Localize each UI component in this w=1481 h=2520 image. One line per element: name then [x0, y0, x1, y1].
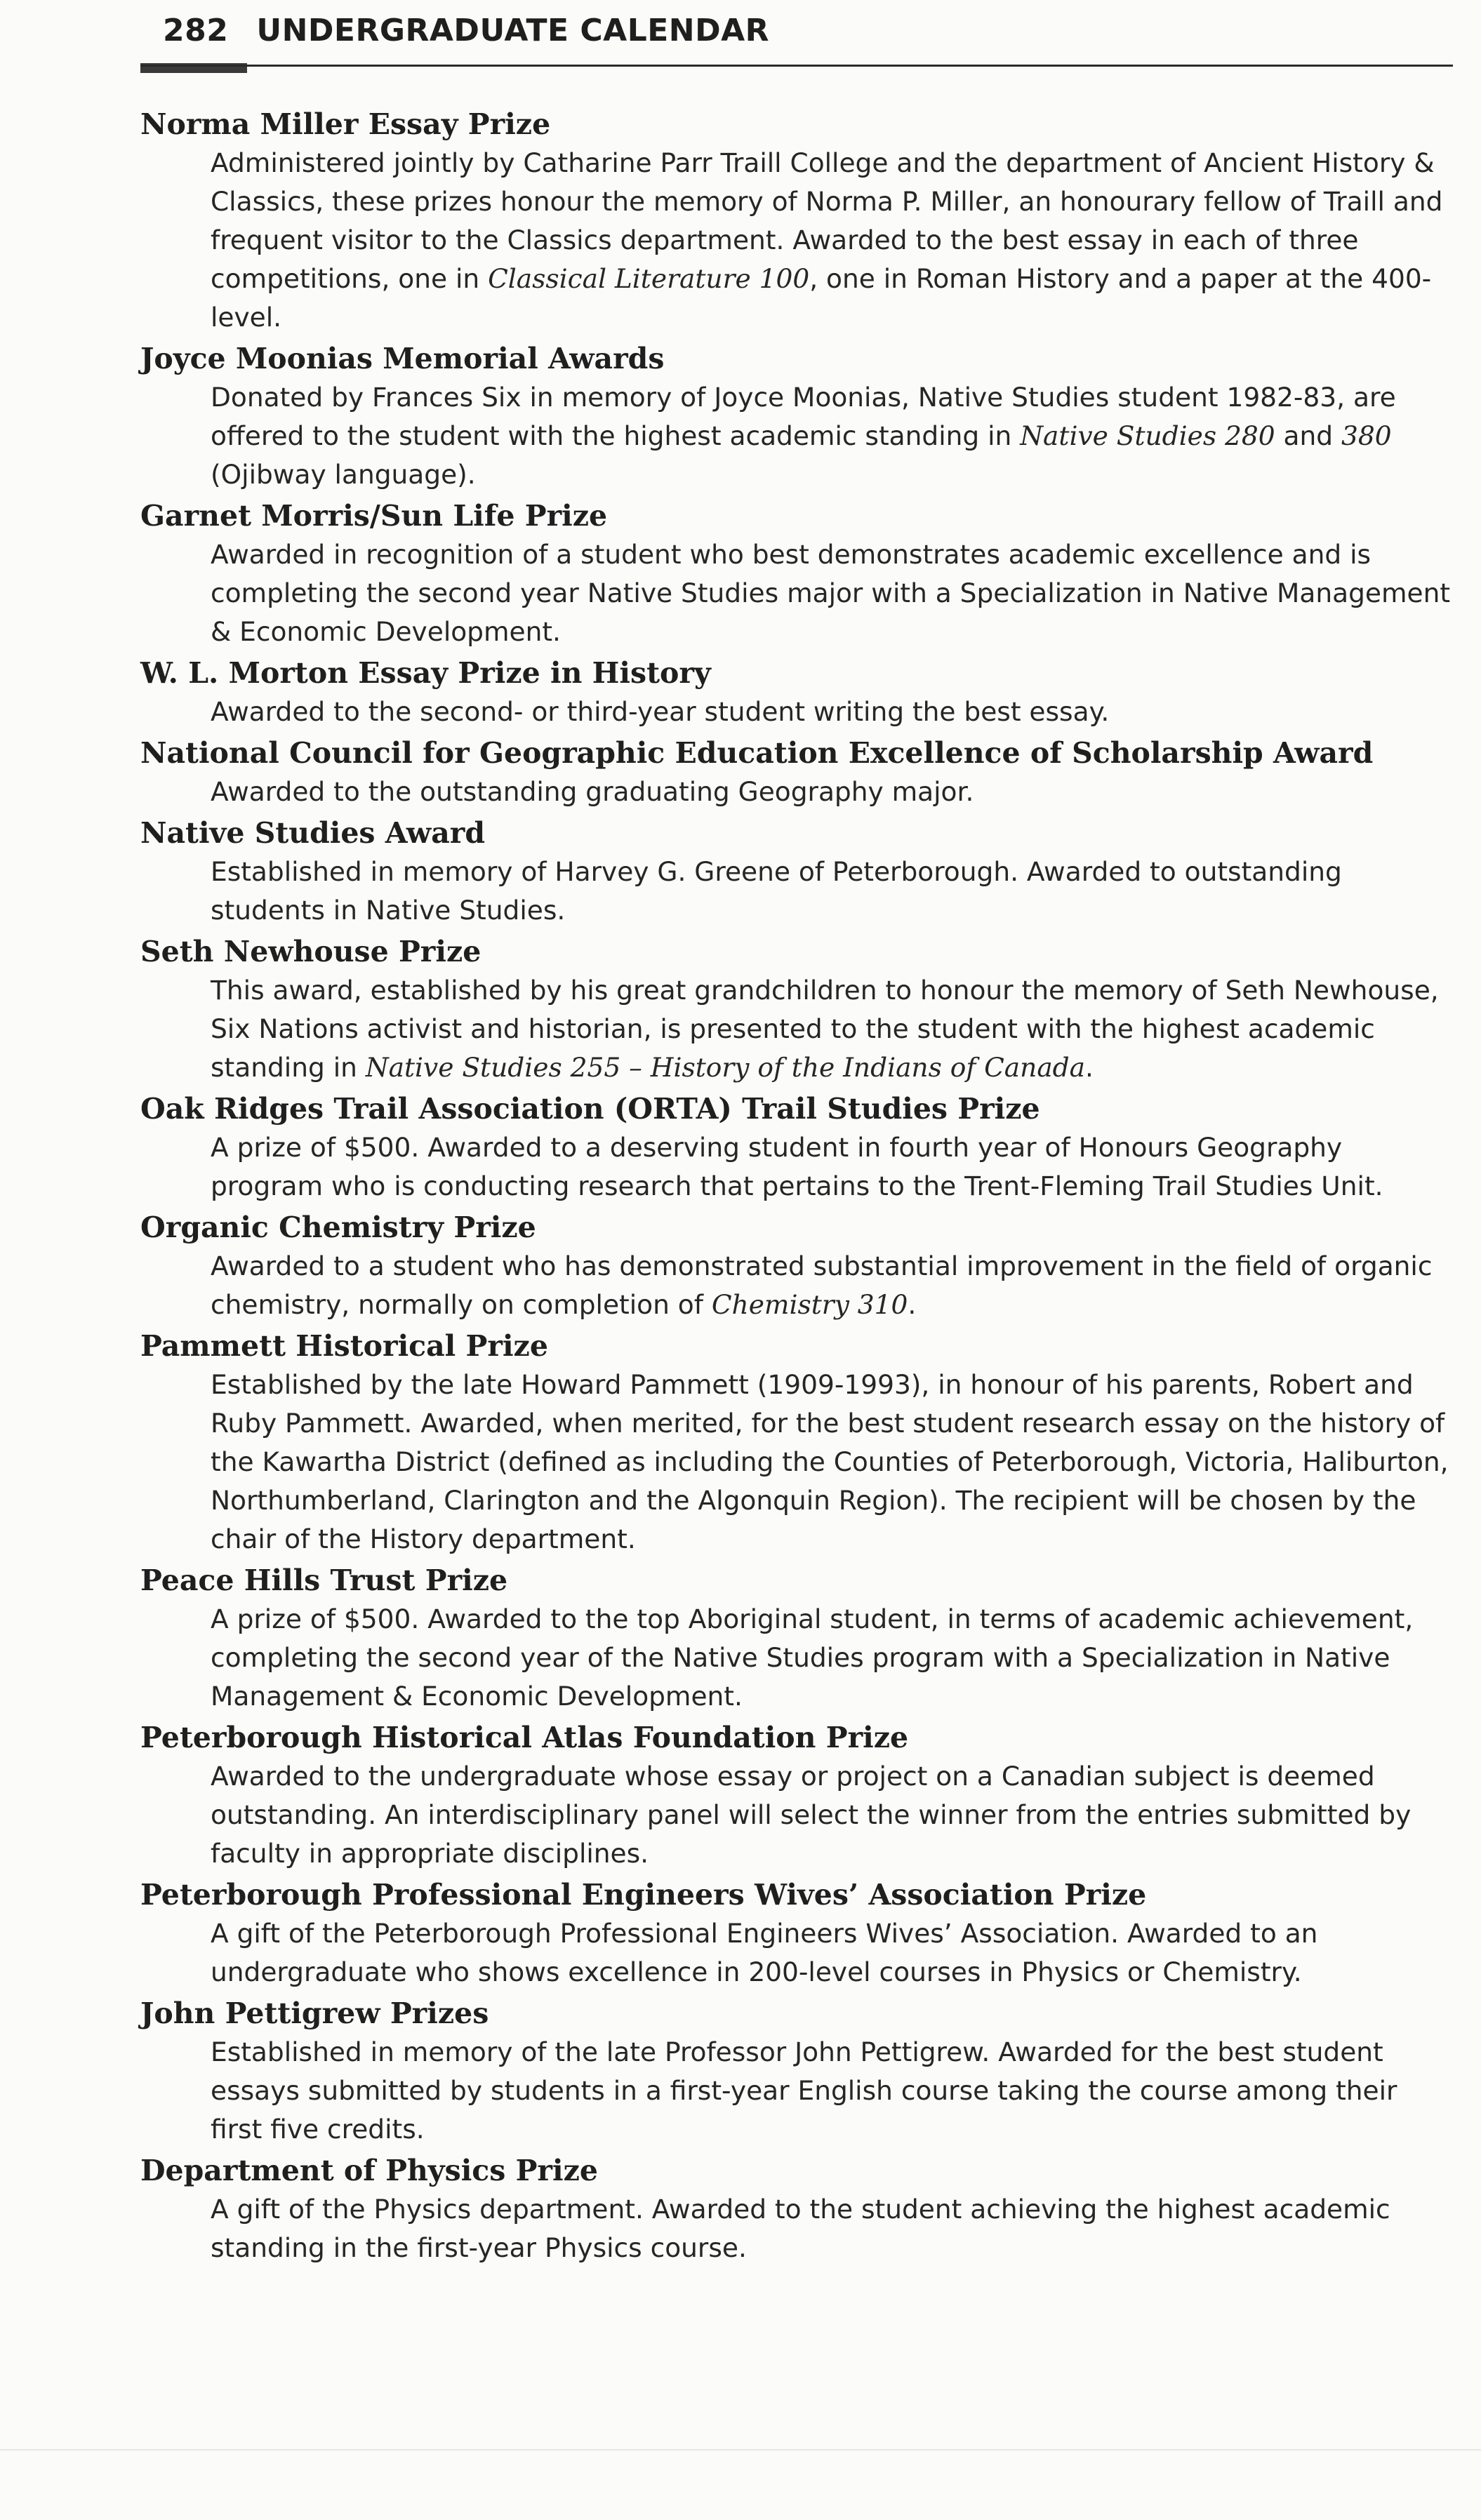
prize-description [211, 693, 1453, 731]
prize-title: Pammett Historical Prize [140, 1329, 548, 1363]
prize-description [211, 1914, 1453, 1992]
prize-title: National Council for Geographic Education Excellence of Scholarship Award [140, 736, 1374, 770]
description-text: Awarded to a student who has demonstrated substantial improvement in the field of organic chemistry, normally on completion of [211, 1251, 1433, 1320]
prize-title: John Pettigrew Prizes [140, 1996, 489, 2030]
prize-title: Peace Hills Trust Prize [140, 1564, 508, 1597]
prize-description [211, 853, 1453, 930]
prize-title: Garnet Morris/Sun Life Prize [140, 499, 608, 533]
running-title: UNDERGRADUATE CALENDAR [256, 13, 770, 48]
prize-entry [140, 2152, 1453, 2267]
prize-description [211, 773, 1453, 811]
description-text: Awarded to the outstanding graduating Geography major. [211, 776, 974, 807]
prize-entry [140, 1876, 1453, 1992]
description-text: , one in Roman History and a paper at the 400-level. [211, 263, 1432, 333]
prize-entry [140, 1327, 1453, 1559]
page-number: 282 [163, 13, 229, 48]
prize-description [211, 2190, 1453, 2267]
description-text: and [1275, 420, 1341, 451]
prize-entry [140, 1561, 1453, 1716]
course-title-italic: Chemistry 310 [711, 1289, 908, 1320]
prize-entry [140, 1090, 1453, 1206]
prize-entry [140, 933, 1453, 1087]
description-text: Established by the late Howard Pammett (1909-1993), in honour of his parents, Robert and Ruby Pammett. Awarded, when merited, for the best student research essay on the history of the Kawartha District (defined as including the Counties of Peterborough, Victoria, Haliburton, Northumberland, Clarington and the Algonquin Region). The recipient will be chosen by the chair of the History department. [211, 1369, 1449, 1554]
course-title-italic: Native Studies 255 – History of the Indians of Canada [365, 1052, 1086, 1083]
prize-description [211, 2033, 1453, 2149]
prize-description [211, 378, 1453, 494]
prize-description [211, 144, 1453, 337]
prize-title: Peterborough Historical Atlas Foundation Prize [140, 1721, 909, 1754]
prize-entry [140, 814, 1453, 930]
prize-title: Department of Physics Prize [140, 2154, 598, 2187]
prize-entry [140, 734, 1453, 811]
prize-entry [140, 1208, 1453, 1324]
prize-description [211, 1366, 1453, 1559]
prize-entry [140, 654, 1453, 731]
description-text: Administered jointly by Catharine Parr Traill College and the department of Ancient History & Classics, these prizes honour the memory of Norma P. Miller, an honourary fellow of Traill and frequent visitor to the Classics department. Awarded to the best essay in each of three competitions, one in [211, 147, 1443, 294]
course-title-italic: 380 [1341, 420, 1392, 451]
prize-title: W. L. Morton Essay Prize in History [140, 656, 711, 690]
prize-list [140, 105, 1453, 2270]
header-rule [140, 65, 1453, 67]
description-text: A gift of the Physics department. Awarded to the student achieving the highest academic standing in the first-year Physics course. [211, 2194, 1390, 2263]
description-text: A prize of $500. Awarded to a deserving student in fourth year of Honours Geography program who is conducting research that pertains to the Trent-Fleming Trail Studies Unit. [211, 1132, 1383, 1201]
description-text: . [1085, 1052, 1094, 1083]
description-text: (Ojibway language). [211, 459, 476, 490]
description-text: Awarded to the second- or third-year student writing the best essay. [211, 696, 1110, 727]
description-text: Established in memory of the late Professor John Pettigrew. Awarded for the best student essays submitted by students in a first-year English course taking the course among their first five credits. [211, 2036, 1397, 2145]
prize-description [211, 1247, 1453, 1324]
prize-title: Native Studies Award [140, 816, 486, 850]
prize-title: Seth Newhouse Prize [140, 935, 482, 968]
prize-entry [140, 1994, 1453, 2149]
prize-entry [140, 1719, 1453, 1873]
course-title-italic: Native Studies 280 [1020, 420, 1275, 451]
bottom-rule [0, 2449, 1481, 2451]
prize-description [211, 1757, 1453, 1873]
prize-title: Organic Chemistry Prize [140, 1211, 536, 1244]
description-text: Donated by Frances Six in memory of Joyce Moonias, Native Studies student 1982-83, are offered to the student with the highest academic standing in [211, 382, 1396, 451]
prize-description [211, 535, 1453, 651]
description-text: A prize of $500. Awarded to the top Aboriginal student, in terms of academic achievement, completing the second year of the Native Studies program with a Specialization in Native Management & Economic Development. [211, 1604, 1414, 1712]
description-text: Awarded in recognition of a student who best demonstrates academic excellence and is completing the second year Native Studies major with a Specialization in Native Management & Economic Development. [211, 539, 1451, 647]
prize-title: Oak Ridges Trail Association (ORTA) Trail Studies Prize [140, 1092, 1040, 1126]
prize-entry [140, 340, 1453, 494]
prize-description [211, 1128, 1453, 1206]
description-text: A gift of the Peterborough Professional Engineers Wives’ Association. Awarded to an undergraduate who shows excellence in 200-level courses in Physics or Chemistry. [211, 1918, 1318, 1987]
description-text: Awarded to the undergraduate whose essay or project on a Canadian subject is deemed outstanding. An interdisciplinary panel will select the winner from the entries submitted by faculty in appropriate disciplines. [211, 1761, 1412, 1869]
prize-description [211, 971, 1453, 1087]
prize-title: Norma Miller Essay Prize [140, 107, 551, 141]
prize-title: Joyce Moonias Memorial Awards [140, 342, 665, 375]
course-title-italic: Classical Literature 100 [488, 263, 810, 294]
prize-description [211, 1600, 1453, 1716]
description-text: Established in memory of Harvey G. Greene of Peterborough. Awarded to outstanding students in Native Studies. [211, 856, 1342, 926]
prize-entry [140, 105, 1453, 337]
description-text: . [908, 1289, 917, 1320]
prize-title: Peterborough Professional Engineers Wives’ Association Prize [140, 1878, 1147, 1912]
prize-entry [140, 497, 1453, 651]
page-header [163, 13, 769, 48]
description-text: This award, established by his great grandchildren to honour the memory of Seth Newhouse, Six Nations activist and historian, is presented to the student with the highest academic standing in [211, 975, 1439, 1083]
